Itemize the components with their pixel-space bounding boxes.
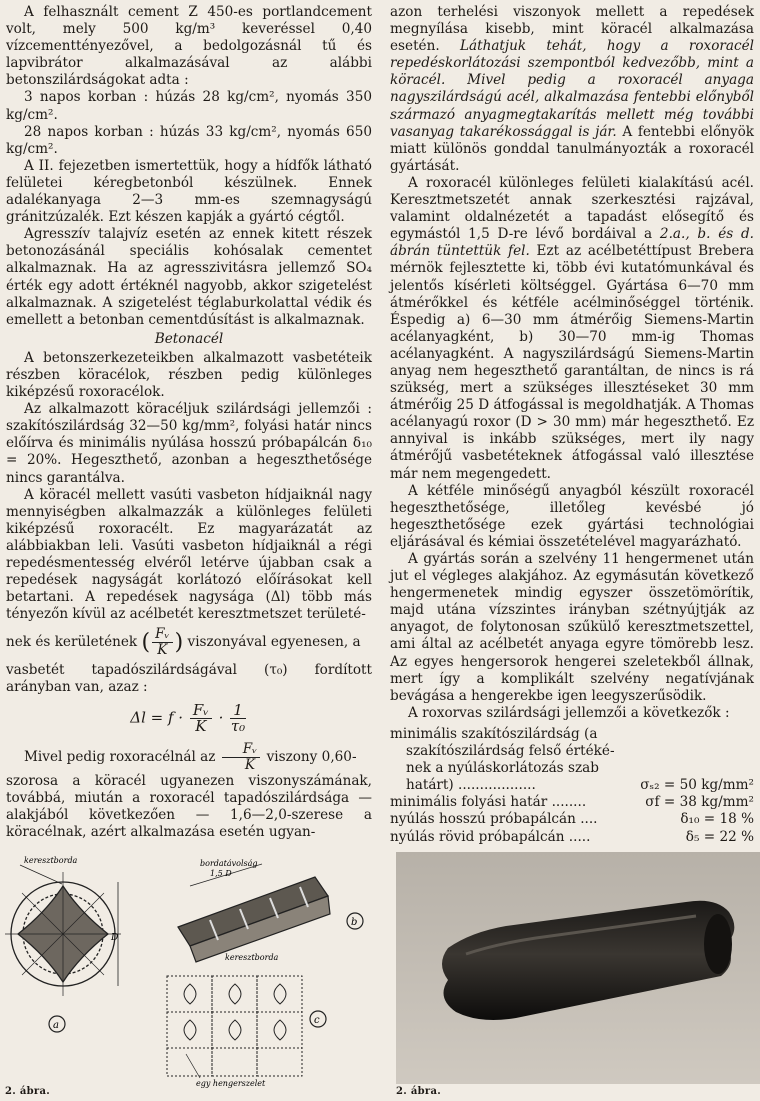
paragraph: 3 napos korban : húzás 28 kg/cm², nyomás 350 kg/cm². bbox=[6, 89, 372, 123]
left-column bbox=[6, 4, 372, 841]
text-span: viszonyával egyenesen, a bbox=[187, 634, 361, 651]
text-span: Ezt az acélbetéttípust Brebera mérnök fejlesztette ki, több évi kutatómunkával és jelentős kísérleti költséggel. Gyártása 6—70 mm átmérőkkel és kétféle acélminőséggel történik. Éspedig a) 6—30 mm átmérőig Siemens-Martin acélanyagként, b) 30—70 mm-ig Thomas acélanyagként. A nagyszilárdságú Siemens-Martin anyag nem hegeszthető garantáltan, de nincs is rá szükség, mert a szükséges illesztéseket 30 mm átmérőig 25 D átfogással is megoldhatják. A Thomas acélanyagú roxor (D > 30 mm) már hegeszthető. Ez annyival is inkább szükséges, mert ily nagy átmérőjű vasbetéteknek átfogással való illesztése már nem megengedett. bbox=[390, 243, 754, 482]
table-row-label: nyúlás hosszú próbapálcán .... bbox=[390, 811, 598, 828]
ratio-fraction bbox=[152, 627, 173, 658]
paragraph bbox=[390, 4, 754, 175]
side-view-drawing bbox=[178, 864, 330, 962]
right-column bbox=[390, 4, 754, 846]
fraction-denominator: K bbox=[157, 642, 168, 659]
paragraph: Az alkalmazott köracéljuk szilárdsági jellemzői : szakítószilárdság 32—50 kg/mm², folyási határ nincs előírva és minimális nyúlása hosszú próbapálcán δ₁₀ = 20%. Hegeszthető, azonban a hegeszthetősége nincs garantálva. bbox=[6, 401, 372, 486]
paren-right: ) bbox=[174, 630, 184, 656]
paragraph: A roxorvas szilárdsági jellemzői a következők : bbox=[408, 704, 730, 721]
paragraph: szorosa a köracél ugyanezen viszonyszámának, továbbá, miután a roxoracél tapadószilárdsága — alakjából következően — 1,6—2,0-szerese a köracélnak, azért alkalmazása esetén ugyan- bbox=[6, 772, 372, 840]
table-row bbox=[390, 811, 754, 828]
paragraph: A felhasznált cement Z 450-es portlandcement volt, mely 500 kg/m³ keveréssel 0,40 vízcementtényezővel, a bedolgozásnál tű és lapvibrátor alkalmazásával az alábbi betonszilárdságokat adta : bbox=[6, 4, 372, 89]
paragraph bbox=[390, 175, 754, 483]
label-d: D bbox=[111, 933, 119, 943]
text-span: nek és kerületének bbox=[6, 634, 138, 651]
table-row-value: σf = 38 kg/mm² bbox=[645, 794, 754, 811]
fraction-denominator: τ₀ bbox=[230, 716, 246, 735]
figure-caption-left: 2. ábra. bbox=[5, 1086, 51, 1097]
cross-section-drawing bbox=[5, 865, 121, 996]
table-row bbox=[390, 726, 754, 743]
marker-c: c bbox=[314, 1015, 320, 1026]
formula bbox=[6, 700, 372, 735]
text-span: A roxoracél különleges felületi kialakítású acél. Keresztmetszetét annak szerkesztési rajzával, valamint oldalnézetét a tapadást elősegítő és egymástól 1,5 D-re lévő bordáival a bbox=[390, 174, 754, 243]
italic-text: 2.a., b. és d. ábrán tüntettük fel. bbox=[390, 226, 754, 260]
label-keresztborda-2: keresztborda bbox=[225, 953, 279, 962]
roll-layout-drawing bbox=[167, 976, 302, 1078]
label-1-5-d: 1,5 D bbox=[210, 869, 232, 878]
paren-left: ( bbox=[141, 630, 151, 656]
label-egy-hengerszelet: egy hengerszelet bbox=[196, 1079, 266, 1088]
section-heading: Betonacél bbox=[154, 330, 224, 347]
paragraph-with-ratio bbox=[6, 742, 372, 773]
fraction-numerator: Fᵥ bbox=[152, 627, 173, 643]
text-span: A fentebbi előnyök miatt különös gonddal tanulmányozták a roxoracél gyártását. bbox=[390, 123, 755, 174]
text-span: azon terhelési viszonyok mellett a repedések megnyílása kisebb, mint köracél alkalmazása esetén. bbox=[390, 4, 754, 55]
paragraph: Agresszív talajvíz esetén az ennek kitett részek betonozásánál speciális kohósalak cementet alkalmaznak. Ha az agresszivitásra jellemző SO₄ érték egy adott értéknél nagyobb, akkor szigetelést alkalmaznak. A szigetelést téglaburkolattal védik és emellett a betonban cementdúsítást is alkalmaznak. bbox=[6, 226, 372, 328]
text-span: Mivel pedig roxoracélnál az bbox=[24, 748, 216, 765]
properties-table bbox=[390, 726, 754, 846]
table-row-label: minimális szakítószilárdság (a bbox=[390, 725, 598, 742]
paragraph: A II. fejezetben ismertettük, hogy a hídfők látható felületei kéregbetonból készülnek. Ennek adalékanyaga 2—3 mm-es szemnagyságú gránitzúzalék. Ezt készen kapják a gyártó cégtől. bbox=[6, 157, 372, 226]
rebar-photo-figure bbox=[396, 852, 760, 1084]
table-row-value: σₛ₂ = 50 kg/mm² bbox=[640, 777, 754, 794]
paragraph: A köracél mellett vasúti vasbeton hídjaiknál nagy mennyiségben alkalmazzák a különleges felületi kiképzésű roxoracélt. Ez magyarázatát az alábbiakban leli. Vasúti vasbeton hídjaiknál a régi repedésmentesség elvéről letérve újabban csak a repedések nagyságát korlátozó előírásokat kell betartani. A repedések nagysága (Δl) több más tényezőn kívül az acélbetét keresztmetszet területé- bbox=[6, 486, 372, 623]
italic-text: Láthatjuk tehát, hogy a roxoracél repedéskorlátozási szempontból kedvezőbb, mint a köracél. Mivel pedig a roxoracél anyaga nagyszilárdságú acél, alkalmazása fentebbi előnyből származó anyagmegtakarítás mellett még további vasanyag takarékossággal is jár. bbox=[390, 38, 755, 140]
table-row-label: nek a nyúláskorlátozás szab bbox=[406, 760, 599, 777]
paragraph: vasbetét tapadószilárdságával (τ₀) fordított arányban van, azaz : bbox=[6, 662, 372, 696]
fraction-numerator: Fᵥ bbox=[222, 742, 261, 758]
marker-b: b bbox=[351, 917, 358, 928]
table-row bbox=[390, 794, 754, 811]
fraction-numerator: Fᵥ bbox=[190, 703, 212, 719]
table-row bbox=[390, 743, 754, 760]
table-row bbox=[390, 777, 754, 794]
fraction-denominator: K bbox=[244, 756, 256, 773]
table-row-value: δ₁₀ = 18 % bbox=[680, 811, 754, 828]
table-row-label: szakítószilárdság felső értéké- bbox=[406, 743, 615, 760]
formula-fraction-1 bbox=[190, 700, 212, 735]
label-keresztborda: keresztborda bbox=[24, 856, 78, 865]
multiply-dot: · bbox=[218, 708, 224, 727]
formula-lhs: Δl = f · bbox=[130, 708, 184, 727]
fraction-denominator: K bbox=[195, 716, 207, 735]
ratio-fraction bbox=[222, 742, 261, 773]
table-row bbox=[390, 829, 754, 846]
text-span: viszony 0,60- bbox=[266, 748, 357, 765]
table-row-value: δ₅ = 22 % bbox=[685, 828, 754, 845]
paragraph: A betonszerkezeteikben alkalmazott vasbetéteik részben köracélok, részben pedig különleges kiképzésű roxoracélok. bbox=[6, 349, 372, 401]
paragraph: A gyártás során a szelvény 11 hengermenet után jut el végleges alakjához. Az egymásután következő hengermenetek mindig egyszer összetömörítik, majd utána vízszintes irányban szétnyújtják az anyagot, de folytonosan szűkülő keresztmetszettel, ami által az acélbetét anyaga egyre tömörebb lesz. Az egyes hengersorok hengerei szeletekből állnak, mert így a komplikált szelvény negatívjának bevágása a hengerekbe igen leegyszerűsödik. bbox=[390, 551, 754, 704]
formula-fraction-2 bbox=[230, 700, 246, 735]
paragraph-with-ratio bbox=[6, 627, 372, 658]
paragraph: A kétféle minőségű anyagból készült roxoracél hegeszthetősége, illetőleg kevésbé jó hegeszthetősége ezek gyártási technológiai eljárásával és kémiai összetételével magyarázható. bbox=[390, 482, 754, 550]
paragraph: 28 napos korban : húzás 33 kg/cm², nyomás 650 kg/cm². bbox=[6, 123, 372, 157]
label-bordatavolsag: bordatávolság bbox=[200, 859, 258, 868]
marker-a: a bbox=[53, 1020, 59, 1031]
table-row-label: minimális folyási határ ........ bbox=[390, 794, 587, 811]
rebar-drawing-figure bbox=[0, 852, 385, 1101]
figure-caption-right: 2. ábra. bbox=[396, 1086, 442, 1097]
fraction-numerator: 1 bbox=[230, 703, 246, 719]
table-row-label: határt) .................. bbox=[406, 777, 536, 794]
table-row bbox=[390, 760, 754, 777]
table-row-label: nyúlás rövid próbapálcán ..... bbox=[390, 828, 591, 845]
